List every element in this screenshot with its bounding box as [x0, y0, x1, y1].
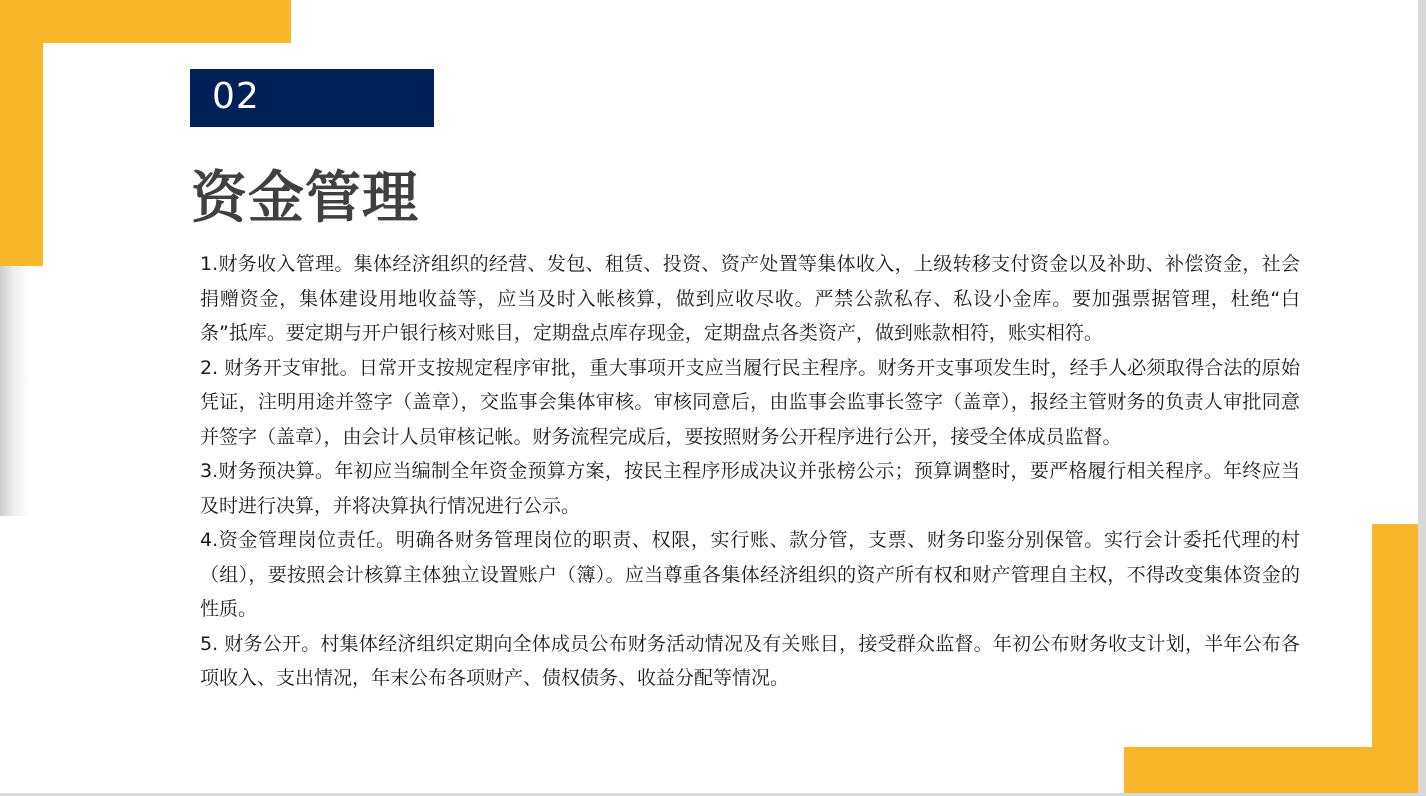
section-number: 02 [212, 76, 260, 117]
paragraph-expense-approval: 2. 财务开支审批。日常开支按规定程序审批，重大事项开支应当履行民主程序。财务开支事项发生时，经手人必须取得合法的原始凭证，注明用途并签字（盖章），交监事会集体审核。审核同意后，由监事会监事长签字（盖章），报经主管财务的负责人审批同意并签字（盖章），由会计人员审核记帐。财务流程完成后，要按照财务公开程序进行公开，接受全体成员监督。 [200, 356, 1300, 448]
paragraph-post-responsibility: 4.资金管理岗位责任。明确各财务管理岗位的职责、权限，实行账、款分管，支票、财务印鉴分别保管。实行会计委托代理的村（组），要按照会计核算主体独立设置账户（簿）。应当尊重各集体经济组织的资产所有权和财产管理自主权，不得改变集体资金的性质。 [200, 529, 1300, 620]
section-number-box [190, 69, 434, 127]
decorative-left-shadow [0, 266, 30, 516]
paragraph-budget: 3.财务预决算。年初应当编制全年资金预算方案，按民主程序形成决议并张榜公示；预算调整时，要严格履行相关程序。年终应当及时进行决算，并将决算执行情况进行公示。 [200, 460, 1300, 517]
body-content [200, 247, 1300, 696]
paragraph-financial-income: 1.财务收入管理。集体经济组织的经营、发包、租赁、投资、资产处置等集体收入，上级转移支付资金以及补助、补偿资金，社会捐赠资金，集体建设用地收益等，应当及时入帐核算，做到应收尽收。严禁公款私存、私设小金库。要加强票据管理，杜绝“白条”抵库。要定期与开户银行核对账目，定期盘点库存现金，定期盘点各类资产，做到账款相符，账实相符。 [200, 253, 1300, 344]
decorative-bottom-right-bar [1124, 747, 1418, 796]
decorative-top-left-side [0, 0, 43, 266]
page-title: 资金管理 [191, 166, 419, 231]
slide-right-edge [1418, 0, 1426, 796]
decorative-top-left-bar [0, 0, 291, 43]
paragraph-financial-disclosure: 5. 财务公开。村集体经济组织定期向全体成员公布财务活动情况及有关账目，接受群众监督。年初公布财务收支计划，半年公布各项收入、支出情况，年末公布各项财产、债权债务、收益分配等情况。 [200, 632, 1300, 689]
